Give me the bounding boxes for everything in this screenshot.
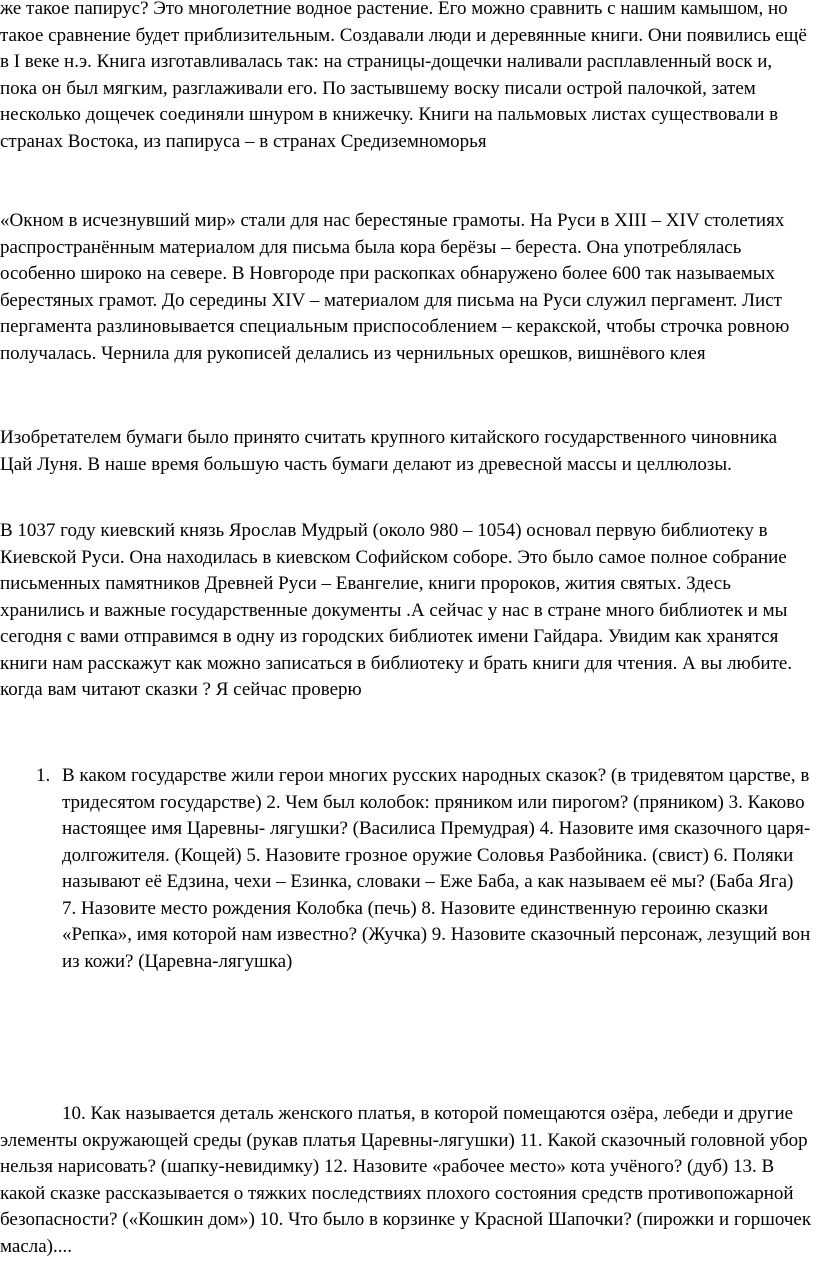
paragraph-birchbark: «Окном в исчезнувший мир» стали для нас берестяные грамоты. На Руси в XIII – XIV столетиях распространённым материалом для письма была кора берёзы – береста. Она употреблялась особенно широко на севере. В Новгороде при раскопках обнаружено более 600 так называемых берестяных грамот. До середины XIV – материалом для письма на Руси служил пергамент. Лист пергамента разлиновывается специальным приспособлением – керакской, чтобы строчка ровною получалась. Чернила для рукописей делались из чернильных орешков, вишнёвого клея <box>0 210 790 364</box>
quiz-list <box>0 763 812 975</box>
paragraph-paper-inventor: Изобретателем бумаги было принято считать крупного китайского государственного чиновника Цай Луня. В наше время большую часть бумаги делают из древесной массы и целлюлозы. <box>0 427 778 475</box>
list-item-number: 1. <box>36 765 51 786</box>
list-item <box>0 763 812 975</box>
paragraph-papyrus: же такое папирус? Это многолетние водное растение. Его можно сравнить с нашим камышом, но такое сравнение будет приблизительным. Создавали люди и деревянные книги. Они появились ещё в I веке н.э. Книга изготавливалась так: на страницы-дощечки наливали расплавленный воск и, пока он был мягким, разглаживали его. По застывшему воску писали острой палочкой, затем несколько дощечек соединяли шнуром в книжечку. Книги на пальмовых листах существовали в странах Востока, из папируса – в странах Средиземноморья <box>0 0 807 152</box>
paragraph-quiz-continued: 10. Как называется деталь женского платья, в которой помещаются озёра, лебеди и другие элементы окружающей среды (рукав платья Царевны-лягушки) 11. Какой сказочный головной убор нельзя нарисовать? (шапку-невидимку) 12. Назовите «рабочее место» кота учёного? (дуб) 13. В какой сказке рассказывается о тяжких последствиях плохого состояния средств противопожарной безопасности? («Кошкин дом») 10. Что было в корзинке у Красной Шапочки? (пирожки и горшочек масла).... <box>0 1103 812 1257</box>
list-item-text: В каком государстве жили герои многих русских народных сказок? (в тридевятом царстве, в тридесятом государстве) 2. Чем был колобок: пряником или пирогом? (пряником) 3. Каково настоящее имя Царевны- лягушки? (Василиса Премудрая) 4. Назовите имя сказочного царя-долгожителя. (Кощей) 5. Назовите грозное оружие Соловья Разбойника. (свист) 6. Поляки называют её Едзина, чехи – Езинка, словаки – Еже Баба, а как называем её мы? (Баба Яга) 7. Назовите место рождения Колобка (печь) 8. Назовите единственную героиню сказки «Репка», имя которой нам известно? (Жучка) 9. Назовите сказочный персонаж, лезущий вон из кожи? (Царевна-лягушка) <box>62 765 811 972</box>
paragraph-library: В 1037 году киевский князь Ярослав Мудрый (около 980 – 1054) основал первую библиотеку в Киевской Руси. Она находилась в киевском Софийском соборе. Это было самое полное собрание письменных памятников Древней Руси – Евангелие, книги пророков, жития святых. Здесь хранились и важные государственные документы .А сейчас у нас в стране много библиотек и мы сегодня с вами отправимся в одну из городских библиотек имени Гайдара. Увидим как хранятся книги нам расскажут как можно записаться в библиотеку и брать книги для чтения. А вы любите. когда вам читают сказки ? Я сейчас проверю <box>0 520 793 700</box>
